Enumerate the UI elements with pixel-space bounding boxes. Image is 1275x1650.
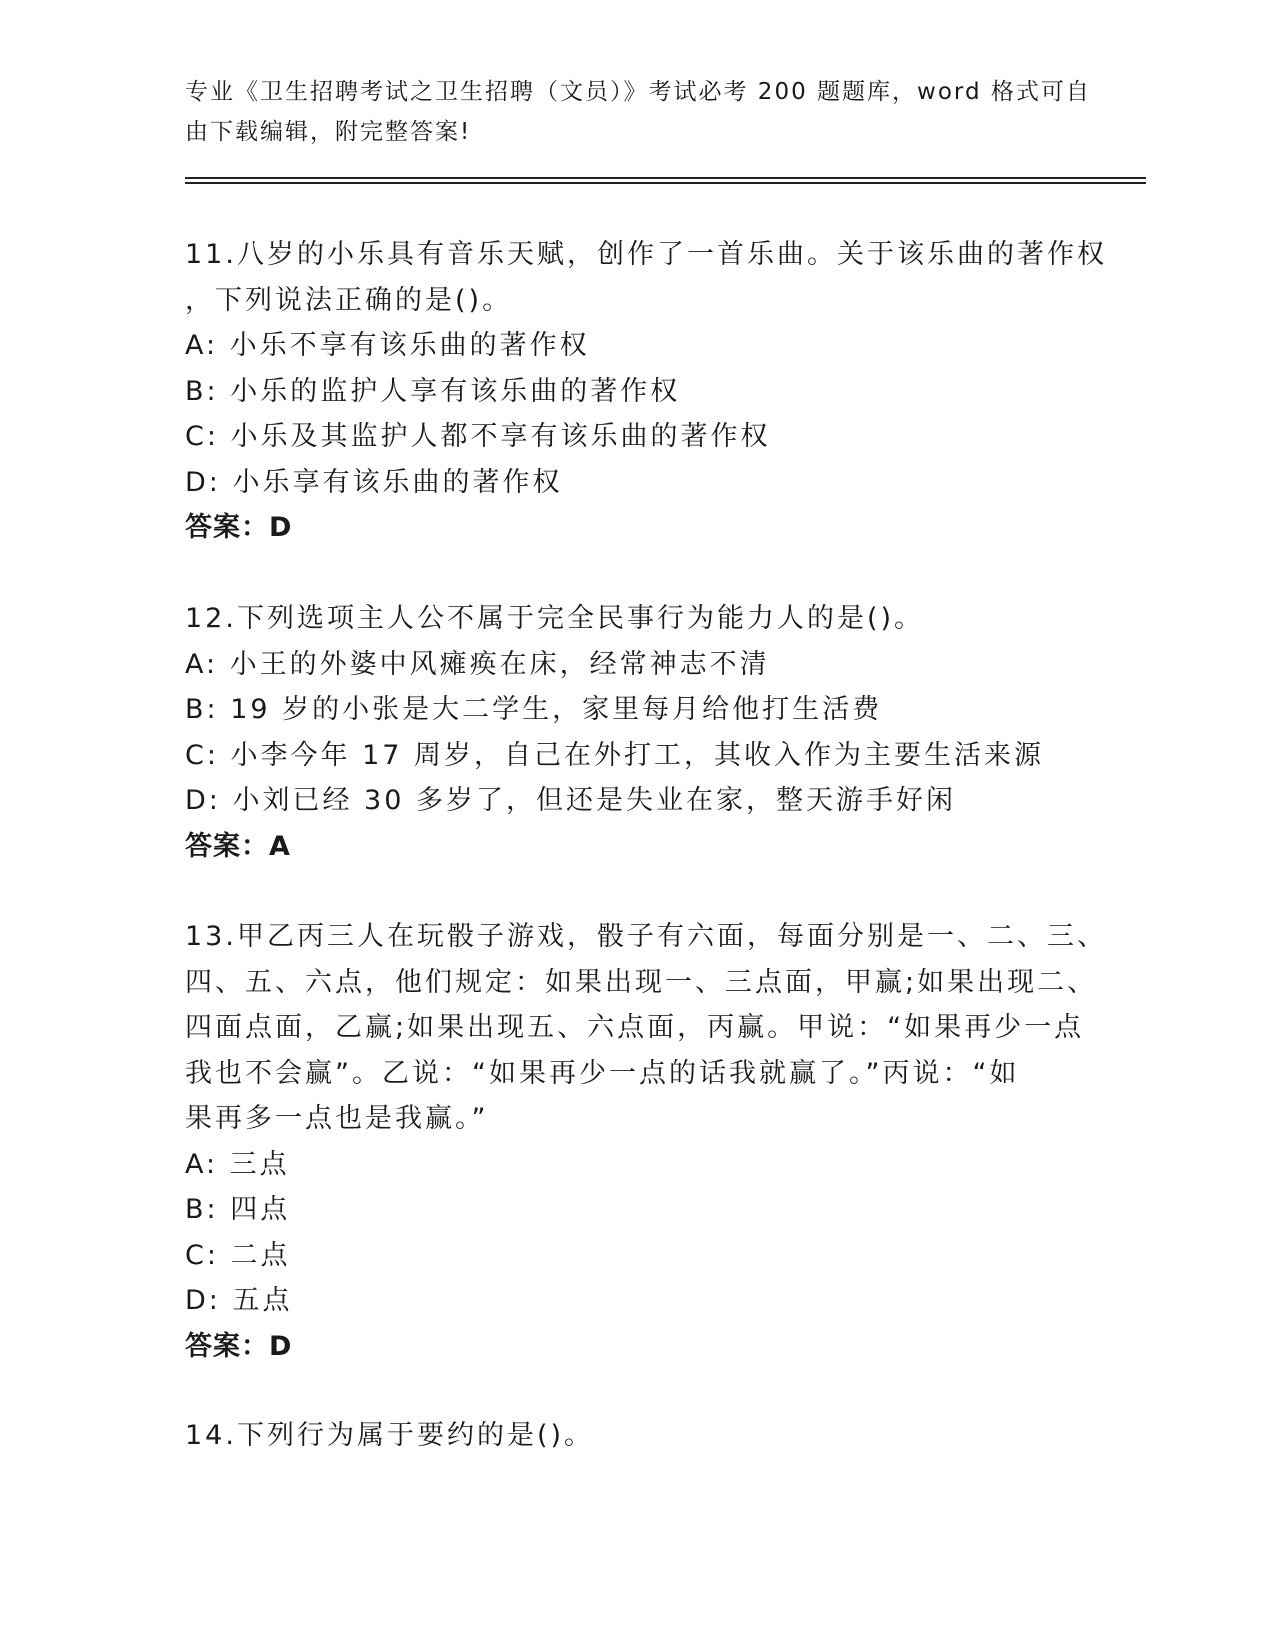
header-divider-top — [185, 177, 1146, 179]
option-c: C: 二点 — [185, 1239, 291, 1271]
question-12 — [185, 596, 1085, 869]
answer-label: 答案：D — [185, 512, 293, 543]
question-14 — [185, 1413, 1085, 1459]
option-d: D: 小乐享有该乐曲的著作权 — [185, 466, 563, 498]
option-b: B: 19 岁的小张是大二学生，家里每月给他打生活费 — [185, 694, 883, 725]
document-header — [185, 72, 1091, 152]
option-a: A: 小王的外婆中风瘫痪在床，经常神志不清 — [185, 648, 770, 680]
question-text-line: ，下列说法正确的是()。 — [185, 284, 513, 316]
option-d: D: 五点 — [185, 1285, 293, 1316]
header-line-1: 专业《卫生招聘考试之卫生招聘（文员）》考试必考 200 题题库，word 格式可自 — [185, 79, 1091, 105]
question-text-line: 12.下列选项主人公不属于完全民事行为能力人的是()。 — [185, 603, 925, 634]
option-d: D: 小刘已经 30 多岁了，但还是失业在家，整天游手好闲 — [185, 785, 956, 816]
option-c: C: 小乐及其监护人都不享有该乐曲的著作权 — [185, 421, 771, 452]
option-a: A: 小乐不享有该乐曲的著作权 — [185, 330, 590, 361]
option-c: C: 小李今年 17 周岁，自己在外打工，其收入作为主要生活来源 — [185, 739, 1045, 771]
answer-label: 答案：D — [185, 1330, 293, 1362]
question-13 — [185, 914, 1107, 1369]
question-text-line: 13.甲乙丙三人在玩骰子游戏，骰子有六面，每面分别是一、二、三、 — [185, 921, 1107, 952]
header-divider-bottom — [185, 182, 1146, 184]
question-text-line: 11.八岁的小乐具有音乐天赋，创作了一首乐曲。关于该乐曲的著作权 — [185, 239, 1107, 270]
answer-label: 答案：A — [185, 830, 291, 862]
option-b: B: 小乐的监护人享有该乐曲的著作权 — [185, 375, 681, 407]
question-11 — [185, 232, 1107, 551]
question-text-line: 14.下列行为属于要约的是()。 — [185, 1420, 595, 1451]
question-text-line: 四、五、六点，他们规定：如果出现一、三点面，甲赢;如果出现二、 — [185, 966, 1098, 998]
option-b: B: 四点 — [185, 1194, 291, 1225]
question-text-line: 我也不会赢”。乙说：“如果再少一点的话我就赢了。”丙说：“如 — [185, 1057, 1020, 1089]
option-a: A: 三点 — [185, 1148, 290, 1180]
header-line-2: 由下载编辑，附完整答案! — [185, 119, 472, 145]
question-text-line: 四面点面，乙赢;如果出现五、六点面，丙赢。甲说：“如果再少一点 — [185, 1012, 1085, 1043]
question-text-line: 果再多一点也是我赢。” — [185, 1103, 489, 1134]
